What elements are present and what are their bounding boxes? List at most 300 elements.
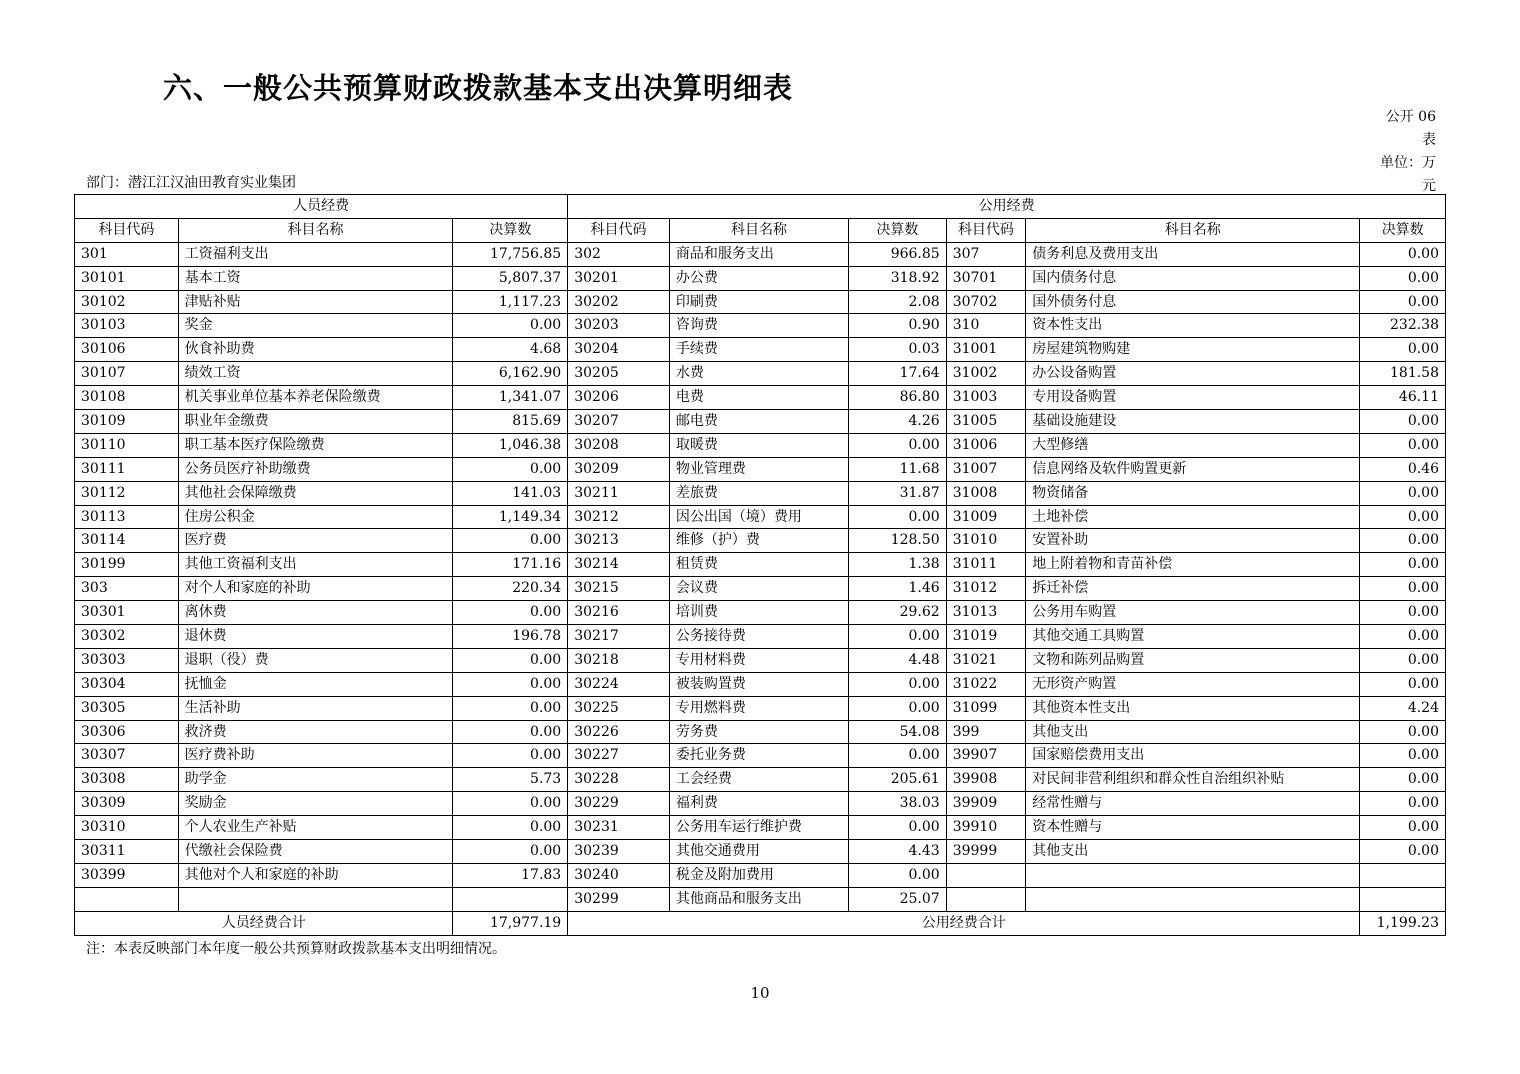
goods-name-cell: 维修（护）费 xyxy=(669,529,848,553)
personnel-amount-cell: 17,756.85 xyxy=(453,242,568,266)
header-amount: 决算数 xyxy=(453,218,568,242)
goods-name-cell: 会议费 xyxy=(669,577,848,601)
personnel-name-cell: 救济费 xyxy=(178,720,453,744)
personnel-code-cell: 30113 xyxy=(75,505,179,529)
column-header-row xyxy=(75,218,1446,242)
goods-code-cell: 30240 xyxy=(568,863,670,887)
other-amount-cell: 0.00 xyxy=(1360,792,1446,816)
personnel-amount-cell: 1,117.23 xyxy=(453,290,568,314)
other-name-cell: 资本性赠与 xyxy=(1026,816,1360,840)
other-name-cell: 信息网络及软件购置更新 xyxy=(1026,457,1360,481)
personnel-amount-cell: 0.00 xyxy=(453,744,568,768)
goods-name-cell: 公务用车运行维护费 xyxy=(669,816,848,840)
other-name-cell: 其他支出 xyxy=(1026,720,1360,744)
goods-code-cell: 30204 xyxy=(568,338,670,362)
personnel-name-cell: 工资福利支出 xyxy=(178,242,453,266)
personnel-name-cell: 对个人和家庭的补助 xyxy=(178,577,453,601)
other-code-cell: 31008 xyxy=(946,481,1026,505)
page-number: 10 xyxy=(750,984,770,1002)
table-row xyxy=(75,457,1446,481)
goods-code-cell: 30212 xyxy=(568,505,670,529)
personnel-code-cell: 30199 xyxy=(75,553,179,577)
other-amount-cell: 0.00 xyxy=(1360,744,1446,768)
personnel-name-cell: 抚恤金 xyxy=(178,672,453,696)
personnel-amount-cell: 17.83 xyxy=(453,863,568,887)
personnel-amount-cell: 5,807.37 xyxy=(453,266,568,290)
public-total-label: 公用经费合计 xyxy=(568,911,1360,935)
personnel-amount-cell: 0.00 xyxy=(453,672,568,696)
personnel-code-cell: 30308 xyxy=(75,768,179,792)
personnel-name-cell: 个人农业生产补贴 xyxy=(178,816,453,840)
other-amount-cell: 0.00 xyxy=(1360,840,1446,864)
personnel-name-cell: 退职（役）费 xyxy=(178,648,453,672)
goods-amount-cell: 0.00 xyxy=(849,863,947,887)
personnel-amount-cell: 815.69 xyxy=(453,410,568,434)
form-number-line-1: 公开 06 xyxy=(1385,109,1436,125)
personnel-code-cell: 30311 xyxy=(75,840,179,864)
other-code-cell: 310 xyxy=(946,314,1026,338)
table-row xyxy=(75,625,1446,649)
other-amount-cell: 181.58 xyxy=(1360,362,1446,386)
other-amount-cell: 0.00 xyxy=(1360,601,1446,625)
goods-name-cell: 手续费 xyxy=(669,338,848,362)
personnel-code-cell: 30107 xyxy=(75,362,179,386)
table-row xyxy=(75,840,1446,864)
goods-name-cell: 邮电费 xyxy=(669,410,848,434)
other-amount-cell: 4.24 xyxy=(1360,696,1446,720)
personnel-name-cell: 津贴补贴 xyxy=(178,290,453,314)
other-amount-cell xyxy=(1360,887,1446,911)
table-row xyxy=(75,314,1446,338)
public-group-header: 公用经费 xyxy=(568,195,1446,219)
goods-name-cell: 租赁费 xyxy=(669,553,848,577)
personnel-name-cell: 机关事业单位基本养老保险缴费 xyxy=(178,386,453,410)
goods-amount-cell: 205.61 xyxy=(849,768,947,792)
other-amount-cell: 232.38 xyxy=(1360,314,1446,338)
goods-name-cell: 办公费 xyxy=(669,266,848,290)
other-code-cell: 307 xyxy=(946,242,1026,266)
goods-amount-cell: 966.85 xyxy=(849,242,947,266)
personnel-code-cell: 303 xyxy=(75,577,179,601)
other-amount-cell: 0.00 xyxy=(1360,577,1446,601)
goods-code-cell: 30206 xyxy=(568,386,670,410)
goods-amount-cell: 31.87 xyxy=(849,481,947,505)
personnel-amount-cell: 0.00 xyxy=(453,792,568,816)
goods-code-cell: 30218 xyxy=(568,648,670,672)
goods-code-cell: 30216 xyxy=(568,601,670,625)
goods-code-cell: 30211 xyxy=(568,481,670,505)
other-amount-cell: 0.00 xyxy=(1360,481,1446,505)
header-code: 科目代码 xyxy=(568,218,670,242)
table-row xyxy=(75,410,1446,434)
other-amount-cell: 0.00 xyxy=(1360,720,1446,744)
goods-name-cell: 印刷费 xyxy=(669,290,848,314)
goods-amount-cell: 17.64 xyxy=(849,362,947,386)
goods-amount-cell: 11.68 xyxy=(849,457,947,481)
other-name-cell: 物资储备 xyxy=(1026,481,1360,505)
goods-amount-cell: 0.00 xyxy=(849,696,947,720)
other-name-cell: 文物和陈列品购置 xyxy=(1026,648,1360,672)
other-code-cell: 31007 xyxy=(946,457,1026,481)
goods-amount-cell: 25.07 xyxy=(849,887,947,911)
other-name-cell: 房屋建筑物购建 xyxy=(1026,338,1360,362)
table-row xyxy=(75,362,1446,386)
goods-amount-cell: 0.00 xyxy=(849,505,947,529)
personnel-code-cell: 30106 xyxy=(75,338,179,362)
personnel-code-cell: 30103 xyxy=(75,314,179,338)
goods-name-cell: 福利费 xyxy=(669,792,848,816)
other-code-cell: 31012 xyxy=(946,577,1026,601)
other-code-cell: 39910 xyxy=(946,816,1026,840)
personnel-amount-cell: 0.00 xyxy=(453,840,568,864)
group-header-row xyxy=(75,195,1446,219)
goods-name-cell: 委托业务费 xyxy=(669,744,848,768)
goods-amount-cell: 29.62 xyxy=(849,601,947,625)
personnel-amount-cell: 0.00 xyxy=(453,457,568,481)
personnel-name-cell: 职工基本医疗保险缴费 xyxy=(178,433,453,457)
other-amount-cell: 0.00 xyxy=(1360,338,1446,362)
header-name: 科目名称 xyxy=(1026,218,1360,242)
goods-code-cell: 30209 xyxy=(568,457,670,481)
personnel-code-cell: 301 xyxy=(75,242,179,266)
personnel-amount-cell: 4.68 xyxy=(453,338,568,362)
personnel-amount-cell: 0.00 xyxy=(453,720,568,744)
goods-amount-cell: 318.92 xyxy=(849,266,947,290)
personnel-code-cell: 30399 xyxy=(75,863,179,887)
page-title: 六、一般公共预算财政拨款基本支出决算明细表 xyxy=(163,71,794,105)
personnel-amount-cell: 0.00 xyxy=(453,648,568,672)
header-code: 科目代码 xyxy=(75,218,179,242)
goods-amount-cell: 0.00 xyxy=(849,625,947,649)
other-code-cell: 31021 xyxy=(946,648,1026,672)
other-name-cell xyxy=(1026,863,1360,887)
personnel-code-cell: 30303 xyxy=(75,648,179,672)
personnel-code-cell: 30112 xyxy=(75,481,179,505)
expenditure-table xyxy=(74,194,1446,936)
other-code-cell: 31006 xyxy=(946,433,1026,457)
personnel-code-cell: 30306 xyxy=(75,720,179,744)
other-name-cell: 安置补助 xyxy=(1026,529,1360,553)
table-row xyxy=(75,433,1446,457)
goods-code-cell: 30239 xyxy=(568,840,670,864)
personnel-name-cell: 代缴社会保险费 xyxy=(178,840,453,864)
other-amount-cell: 0.00 xyxy=(1360,648,1446,672)
totals-row xyxy=(75,911,1446,935)
personnel-amount-cell: 220.34 xyxy=(453,577,568,601)
goods-amount-cell: 0.90 xyxy=(849,314,947,338)
goods-code-cell: 30213 xyxy=(568,529,670,553)
goods-name-cell: 其他交通费用 xyxy=(669,840,848,864)
other-amount-cell: 0.00 xyxy=(1360,410,1446,434)
personnel-total-value: 17,977.19 xyxy=(453,911,568,935)
personnel-total-label: 人员经费合计 xyxy=(75,911,453,935)
personnel-amount-cell: 196.78 xyxy=(453,625,568,649)
goods-amount-cell: 1.38 xyxy=(849,553,947,577)
goods-amount-cell: 0.00 xyxy=(849,816,947,840)
other-name-cell: 土地补偿 xyxy=(1026,505,1360,529)
table-row xyxy=(75,601,1446,625)
other-code-cell: 31099 xyxy=(946,696,1026,720)
personnel-name-cell: 绩效工资 xyxy=(178,362,453,386)
other-code-cell xyxy=(946,887,1026,911)
other-code-cell: 39999 xyxy=(946,840,1026,864)
other-name-cell: 专用设备购置 xyxy=(1026,386,1360,410)
goods-code-cell: 30299 xyxy=(568,887,670,911)
other-amount-cell: 0.00 xyxy=(1360,672,1446,696)
other-code-cell: 31005 xyxy=(946,410,1026,434)
header-name: 科目名称 xyxy=(669,218,848,242)
goods-code-cell: 30225 xyxy=(568,696,670,720)
other-amount-cell: 0.00 xyxy=(1360,529,1446,553)
goods-name-cell: 其他商品和服务支出 xyxy=(669,887,848,911)
other-name-cell: 其他交通工具购置 xyxy=(1026,625,1360,649)
other-name-cell: 国家赔偿费用支出 xyxy=(1026,744,1360,768)
goods-code-cell: 30201 xyxy=(568,266,670,290)
other-code-cell: 31002 xyxy=(946,362,1026,386)
personnel-code-cell: 30111 xyxy=(75,457,179,481)
personnel-code-cell: 30304 xyxy=(75,672,179,696)
other-amount-cell: 0.00 xyxy=(1360,816,1446,840)
table-row xyxy=(75,648,1446,672)
other-code-cell: 31001 xyxy=(946,338,1026,362)
goods-name-cell: 电费 xyxy=(669,386,848,410)
personnel-amount-cell: 0.00 xyxy=(453,529,568,553)
other-amount-cell: 0.46 xyxy=(1360,457,1446,481)
personnel-amount-cell: 141.03 xyxy=(453,481,568,505)
header-name: 科目名称 xyxy=(178,218,453,242)
table-row xyxy=(75,577,1446,601)
goods-amount-cell: 38.03 xyxy=(849,792,947,816)
personnel-amount-cell: 5.73 xyxy=(453,768,568,792)
other-code-cell: 39907 xyxy=(946,744,1026,768)
other-name-cell: 资本性支出 xyxy=(1026,314,1360,338)
personnel-code-cell: 30307 xyxy=(75,744,179,768)
personnel-code-cell: 30101 xyxy=(75,266,179,290)
goods-code-cell: 30203 xyxy=(568,314,670,338)
personnel-name-cell: 其他工资福利支出 xyxy=(178,553,453,577)
form-number xyxy=(1366,106,1436,198)
header-amount: 决算数 xyxy=(849,218,947,242)
goods-code-cell: 302 xyxy=(568,242,670,266)
table-row xyxy=(75,553,1446,577)
goods-code-cell: 30229 xyxy=(568,792,670,816)
other-code-cell: 31011 xyxy=(946,553,1026,577)
goods-name-cell: 工会经费 xyxy=(669,768,848,792)
other-code-cell: 31010 xyxy=(946,529,1026,553)
other-code-cell: 31022 xyxy=(946,672,1026,696)
table-row xyxy=(75,863,1446,887)
other-code-cell: 31003 xyxy=(946,386,1026,410)
personnel-amount-cell: 0.00 xyxy=(453,601,568,625)
personnel-name-cell: 退休费 xyxy=(178,625,453,649)
other-amount-cell: 0.00 xyxy=(1360,553,1446,577)
personnel-amount-cell: 1,341.07 xyxy=(453,386,568,410)
other-name-cell: 对民间非营利组织和群众性自治组织补贴 xyxy=(1026,768,1360,792)
goods-code-cell: 30202 xyxy=(568,290,670,314)
personnel-name-cell: 职业年金缴费 xyxy=(178,410,453,434)
personnel-code-cell xyxy=(75,887,179,911)
personnel-name-cell: 住房公积金 xyxy=(178,505,453,529)
goods-amount-cell: 4.43 xyxy=(849,840,947,864)
personnel-amount-cell: 0.00 xyxy=(453,816,568,840)
other-amount-cell xyxy=(1360,863,1446,887)
goods-code-cell: 30208 xyxy=(568,433,670,457)
other-name-cell: 其他支出 xyxy=(1026,840,1360,864)
personnel-name-cell: 公务员医疗补助缴费 xyxy=(178,457,453,481)
other-name-cell: 拆迁补偿 xyxy=(1026,577,1360,601)
personnel-name-cell: 医疗费 xyxy=(178,529,453,553)
goods-code-cell: 30228 xyxy=(568,768,670,792)
table-row xyxy=(75,887,1446,911)
unit-line-1: 单位：万 xyxy=(1380,155,1436,171)
table-row xyxy=(75,505,1446,529)
goods-amount-cell: 2.08 xyxy=(849,290,947,314)
goods-code-cell: 30205 xyxy=(568,362,670,386)
other-code-cell: 31009 xyxy=(946,505,1026,529)
goods-code-cell: 30217 xyxy=(568,625,670,649)
other-name-cell: 国内债务付息 xyxy=(1026,266,1360,290)
personnel-name-cell: 其他社会保障缴费 xyxy=(178,481,453,505)
personnel-name-cell: 离休费 xyxy=(178,601,453,625)
personnel-amount-cell: 6,162.90 xyxy=(453,362,568,386)
personnel-amount-cell: 171.16 xyxy=(453,553,568,577)
other-name-cell: 公务用车购置 xyxy=(1026,601,1360,625)
personnel-name-cell: 奖励金 xyxy=(178,792,453,816)
department-label: 部门：潜江江汉油田教育实业集团 xyxy=(86,175,296,191)
personnel-name-cell xyxy=(178,887,453,911)
goods-amount-cell: 128.50 xyxy=(849,529,947,553)
other-amount-cell: 0.00 xyxy=(1360,625,1446,649)
personnel-name-cell: 医疗费补助 xyxy=(178,744,453,768)
other-amount-cell: 46.11 xyxy=(1360,386,1446,410)
goods-code-cell: 30226 xyxy=(568,720,670,744)
other-name-cell xyxy=(1026,887,1360,911)
goods-name-cell: 商品和服务支出 xyxy=(669,242,848,266)
goods-name-cell: 水费 xyxy=(669,362,848,386)
table-row xyxy=(75,768,1446,792)
personnel-amount-cell: 0.00 xyxy=(453,696,568,720)
goods-name-cell: 劳务费 xyxy=(669,720,848,744)
personnel-code-cell: 30102 xyxy=(75,290,179,314)
table-row xyxy=(75,720,1446,744)
table-row xyxy=(75,696,1446,720)
header-amount: 决算数 xyxy=(1360,218,1446,242)
personnel-name-cell: 其他对个人和家庭的补助 xyxy=(178,863,453,887)
personnel-code-cell: 30114 xyxy=(75,529,179,553)
personnel-group-header: 人员经费 xyxy=(75,195,568,219)
public-total-value: 1,199.23 xyxy=(1360,911,1446,935)
goods-code-cell: 30224 xyxy=(568,672,670,696)
goods-amount-cell: 0.00 xyxy=(849,744,947,768)
personnel-name-cell: 基本工资 xyxy=(178,266,453,290)
personnel-name-cell: 伙食补助费 xyxy=(178,338,453,362)
table-row xyxy=(75,816,1446,840)
goods-name-cell: 专用燃料费 xyxy=(669,696,848,720)
personnel-amount-cell: 0.00 xyxy=(453,314,568,338)
other-code-cell: 31013 xyxy=(946,601,1026,625)
personnel-code-cell: 30310 xyxy=(75,816,179,840)
other-amount-cell: 0.00 xyxy=(1360,768,1446,792)
personnel-code-cell: 30301 xyxy=(75,601,179,625)
table-row xyxy=(75,529,1446,553)
goods-amount-cell: 1.46 xyxy=(849,577,947,601)
other-amount-cell: 0.00 xyxy=(1360,433,1446,457)
other-code-cell: 39908 xyxy=(946,768,1026,792)
table-row xyxy=(75,744,1446,768)
other-name-cell: 基础设施建设 xyxy=(1026,410,1360,434)
other-name-cell: 大型修缮 xyxy=(1026,433,1360,457)
personnel-name-cell: 助学金 xyxy=(178,768,453,792)
table-row xyxy=(75,386,1446,410)
goods-name-cell: 被装购置费 xyxy=(669,672,848,696)
goods-amount-cell: 0.00 xyxy=(849,433,947,457)
unit-line-2: 元 xyxy=(1422,178,1436,194)
other-code-cell: 399 xyxy=(946,720,1026,744)
goods-name-cell: 公务接待费 xyxy=(669,625,848,649)
personnel-code-cell: 30108 xyxy=(75,386,179,410)
personnel-amount-cell: 1,046.38 xyxy=(453,433,568,457)
other-name-cell: 国外债务付息 xyxy=(1026,290,1360,314)
goods-code-cell: 30207 xyxy=(568,410,670,434)
goods-code-cell: 30231 xyxy=(568,816,670,840)
other-name-cell: 办公设备购置 xyxy=(1026,362,1360,386)
other-amount-cell: 0.00 xyxy=(1360,505,1446,529)
other-amount-cell: 0.00 xyxy=(1360,290,1446,314)
table-row xyxy=(75,481,1446,505)
other-name-cell: 地上附着物和青苗补偿 xyxy=(1026,553,1360,577)
goods-name-cell: 专用材料费 xyxy=(669,648,848,672)
header-code: 科目代码 xyxy=(946,218,1026,242)
goods-name-cell: 差旅费 xyxy=(669,481,848,505)
goods-amount-cell: 4.48 xyxy=(849,648,947,672)
goods-code-cell: 30227 xyxy=(568,744,670,768)
goods-amount-cell: 54.08 xyxy=(849,720,947,744)
footnote: 注：本表反映部门本年度一般公共预算财政拨款基本支出明细情况。 xyxy=(86,941,506,957)
personnel-code-cell: 30109 xyxy=(75,410,179,434)
table-row xyxy=(75,672,1446,696)
table-row xyxy=(75,290,1446,314)
other-name-cell: 无形资产购置 xyxy=(1026,672,1360,696)
personnel-code-cell: 30110 xyxy=(75,433,179,457)
table-row xyxy=(75,266,1446,290)
personnel-name-cell: 生活补助 xyxy=(178,696,453,720)
goods-name-cell: 物业管理费 xyxy=(669,457,848,481)
goods-amount-cell: 4.26 xyxy=(849,410,947,434)
other-code-cell xyxy=(946,863,1026,887)
form-number-line-2: 表 xyxy=(1422,132,1436,148)
goods-name-cell: 取暖费 xyxy=(669,433,848,457)
other-code-cell: 30701 xyxy=(946,266,1026,290)
table-row xyxy=(75,242,1446,266)
other-name-cell: 其他资本性支出 xyxy=(1026,696,1360,720)
other-code-cell: 39909 xyxy=(946,792,1026,816)
goods-name-cell: 税金及附加费用 xyxy=(669,863,848,887)
goods-amount-cell: 86.80 xyxy=(849,386,947,410)
other-amount-cell: 0.00 xyxy=(1360,266,1446,290)
personnel-amount-cell: 1,149.34 xyxy=(453,505,568,529)
goods-code-cell: 30214 xyxy=(568,553,670,577)
other-code-cell: 31019 xyxy=(946,625,1026,649)
personnel-amount-cell xyxy=(453,887,568,911)
goods-name-cell: 培训费 xyxy=(669,601,848,625)
other-name-cell: 经常性赠与 xyxy=(1026,792,1360,816)
goods-amount-cell: 0.00 xyxy=(849,672,947,696)
goods-amount-cell: 0.03 xyxy=(849,338,947,362)
table-row xyxy=(75,792,1446,816)
other-code-cell: 30702 xyxy=(946,290,1026,314)
goods-code-cell: 30215 xyxy=(568,577,670,601)
other-amount-cell: 0.00 xyxy=(1360,242,1446,266)
